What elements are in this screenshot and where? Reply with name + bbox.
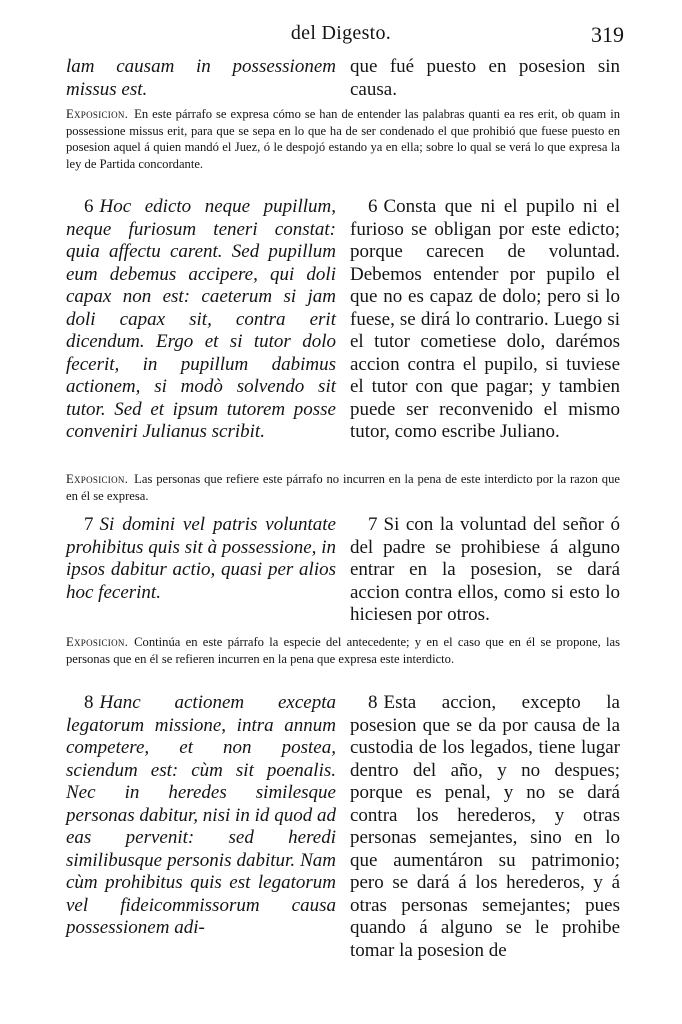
paragraph-5-tail	[66, 56, 620, 102]
paragraph-6	[66, 196, 620, 462]
latin-text: Hoc edicto neque pupillum, neque furiosum teneri constat: quia affectu carent. Sed pupillum eum debemus accipere, qui doli capax non est: caeterum si jam doli capax sit, contra erit dicendum. Ergo et si tutor dolo fecerit, in pupillum dabimus actionem, si modò solvendo sit tutor. Sed et ipsum tutorem posse conveniri Julianus scribit.	[66, 196, 336, 442]
latin-column	[66, 196, 336, 444]
paragraph-number: 6	[368, 196, 378, 217]
paragraph-number: 6	[84, 196, 94, 217]
paragraph-number: 8	[368, 692, 378, 713]
exposition-text: Continúa en este párrafo la especie del antecedente; y en el caso que en él se propone, las personas que en él se refieren incurren en la pena que expresa este interdicto.	[66, 635, 620, 666]
spanish-column	[350, 692, 620, 962]
spanish-text: Esta accion, excepto la posesion que se da por causa de la custodia de los legados, tiene lugar dentro del año, y no despues; porque es penal, y no se dará contra los herederos, y otras personas semejantes, sino en lo que aumentáron su patrimonio; pero se dará á los herederos, y á otras personas semejantes; pues quando á alguno se le prohibe tomar la posesion de	[350, 692, 620, 961]
exposition-1	[66, 106, 620, 172]
exposition-2	[66, 471, 620, 504]
page-header	[0, 22, 682, 52]
latin-text: Hanc actionem excepta legatorum missione, intra annum competere, et non postea, sciendum est: cùm sit poenalis. Nec in heredes similesque personas dabitur, nisi in id quod ad eas pervenit: sed heredi similibusque personis dabitur. Nam cùm prohibitus quis est legatorum vel fideicommissorum causa possessionem adi-	[66, 692, 336, 938]
spanish-column	[350, 56, 620, 101]
spanish-column	[350, 514, 620, 627]
spanish-column	[350, 196, 620, 444]
exposition-label: Exposicion.	[66, 635, 129, 649]
paragraph-7	[66, 514, 620, 626]
spanish-text: Si con la voluntad del señor ó del padre se prohibiese á alguno entrar en la posesion, se dará accion contra ellos, como si esto lo hiciesen por otros.	[350, 514, 620, 625]
latin-column	[66, 692, 336, 940]
paragraph-8	[66, 692, 620, 992]
spanish-text: que fué puesto en posesion sin causa.	[350, 56, 620, 100]
page-number: 319	[591, 22, 624, 47]
running-head: del Digesto.	[290, 22, 392, 44]
latin-text: lam causam in possessionem missus est.	[66, 56, 336, 100]
exposition-text: Las personas que refiere este párrafo no incurren en la pena de este interdicto por la razon que en él se expresa.	[66, 472, 620, 503]
exposition-3	[66, 634, 620, 667]
exposition-label: Exposicion.	[66, 107, 129, 121]
paragraph-number: 7	[368, 514, 378, 535]
latin-column	[66, 514, 336, 604]
latin-column	[66, 56, 336, 101]
exposition-text: En este párrafo se expresa cómo se han de entender las palabras quanti ea res erit, ob quam in possessione missus erit, para que se sepa en lo que ha de ser condenado el que prohibió que fuese puesto en posesion aquel á quien mandó el Juez, ó le despojó estando ya en ella; sobre lo qual se verá lo que expresa la ley de Partida concordante.	[66, 107, 620, 171]
spanish-text: Consta que ni el pupilo ni el furioso se obligan por este edicto; porque carecen de voluntad. Debemos entender por pupilo el que no es capaz de dolo; pero si lo fuese, se dirá lo contrario. Luego si el tutor cometiese dolo, darémos accion contra el pupilo, si tuviese el tutor con que pagar; y tambien puede ser reconvenido el mismo tutor, como escribe Juliano.	[350, 196, 620, 442]
paragraph-number: 7	[84, 514, 94, 535]
paragraph-number: 8	[84, 692, 94, 713]
exposition-label: Exposicion.	[66, 472, 129, 486]
latin-text: Si domini vel patris voluntate prohibitus quis sit à possessione, in ipsos dabitur actio, quasi per alios hoc fecerint.	[66, 514, 336, 603]
